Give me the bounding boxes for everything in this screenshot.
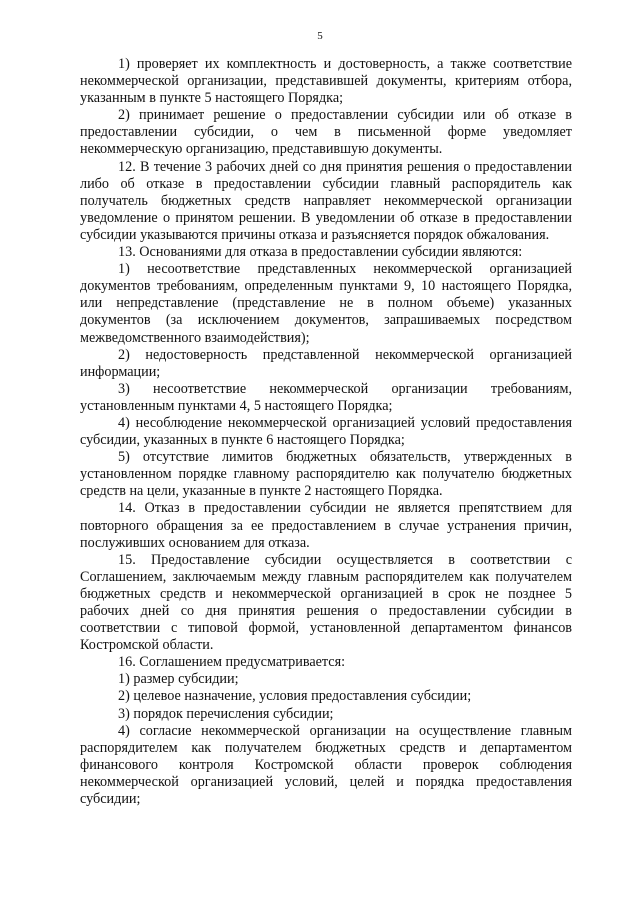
paragraph-13-4: 4) несоблюдение некоммерческой организацией условий предоставления субсидии, указанных в пункте 6 настоящего Порядка;	[80, 414, 572, 449]
paragraph-13-1: 1) несоответствие представленных некоммерческой организацией документов требованиям, определенным пунктами 9, 10 настоящего Порядка, или непредставление (представление не в полном объеме) указанных документов (за исключением документов, запрашиваемых посредством межведомственного взаимодействия);	[80, 261, 572, 346]
paragraph-13-5: 5) отсутствие лимитов бюджетных обязательств, утвержденных в установленном порядке главному распорядителю как получателю бюджетных средств на цели, указанные в пункте 2 настоящего Порядка.	[80, 449, 572, 500]
paragraph-13-3: 3) несоответствие некоммерческой организации требованиям, установленным пунктами 4, 5 настоящего Порядка;	[80, 380, 572, 414]
paragraph-14: 14. Отказ в предоставлении субсидии не является препятствием для повторного обращения за ее предоставлением в случае устранения причин, послуживших основанием для отказа.	[80, 500, 572, 551]
paragraph-16-4: 4) согласие некоммерческой организации на осуществление главным распорядителем как получателем бюджетных средств и департаментом финансового контроля Костромской области проверок соблюдения некоммерческой организацией условий, целей и порядка предоставления субсидии;	[80, 722, 572, 808]
paragraph-16: 16. Соглашением предусматривается:	[118, 654, 346, 671]
paragraph-13: 13. Основаниями для отказа в предоставлении субсидии являются:	[118, 244, 523, 261]
paragraph-11-2: 2) принимает решение о предоставлении субсидии или об отказе в предоставлении субсидии, о чем в письменной форме уведомляет некоммерческую организацию, представившую документы.	[80, 107, 572, 158]
paragraph-11-1: 1) проверяет их комплектность и достоверность, а также соответствие некоммерческой организации, представившей документы, критериям отбора, указанным в пункте 5 настоящего Порядка;	[80, 56, 572, 107]
document-body	[80, 56, 572, 808]
paragraph-16-2: 2) целевое назначение, условия предоставления субсидии;	[118, 688, 472, 705]
paragraph-15: 15. Предоставление субсидии осуществляется в соответствии с Соглашением, заключаемым между главным распорядителем как получателем бюджетных средств и некоммерческой организацией в срок не позднее 5 рабочих дней со дня принятия решения о предоставлении субсидии в соответствии с типовой формой, установленной департаментом финансов Костромской области.	[80, 551, 572, 654]
paragraph-12: 12. В течение 3 рабочих дней со дня принятия решения о предоставлении либо об отказе в предоставлении субсидии главный распорядитель как получатель бюджетных средств направляет некоммерческой организации уведомление о принятом решении. В уведомлении об отказе в предоставлении субсидии указываются причины отказа и разъясняется порядок обжалования.	[80, 158, 572, 243]
paragraph-16-3: 3) порядок перечисления субсидии;	[118, 705, 334, 722]
paragraph-13-2: 2) недостоверность представленной некоммерческой организацией информации;	[80, 346, 572, 380]
page-number: 5	[317, 30, 323, 42]
paragraph-16-1: 1) размер субсидии;	[118, 671, 239, 688]
